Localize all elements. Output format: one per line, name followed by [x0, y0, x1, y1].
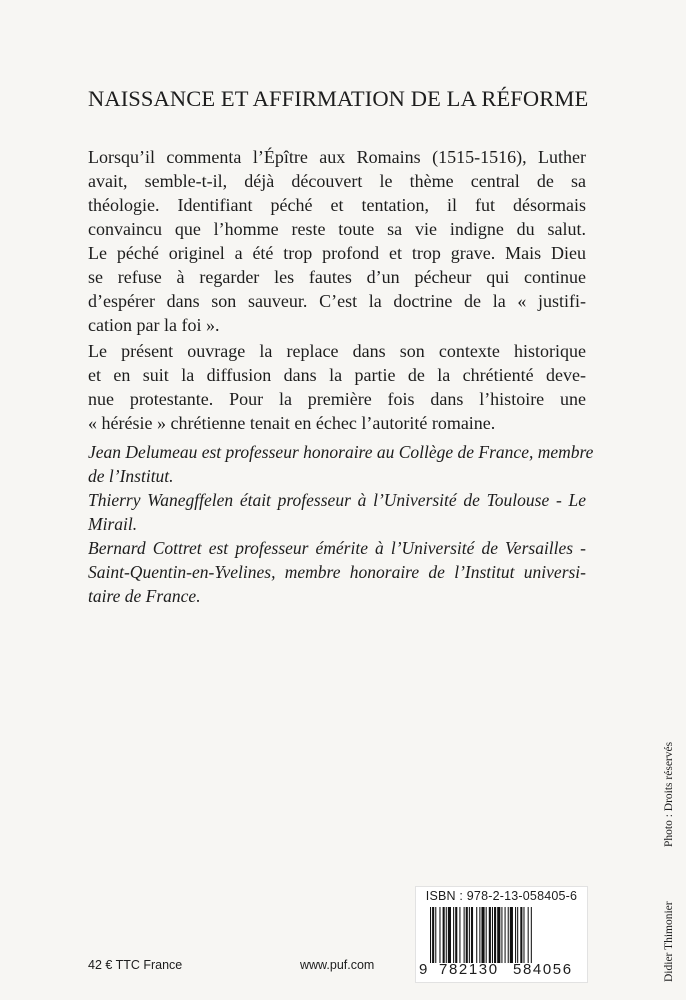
- barcode-bar: [435, 907, 436, 963]
- publisher-website: www.puf.com: [300, 958, 375, 972]
- barcode-bar: [492, 907, 493, 963]
- barcode-bar: [469, 907, 470, 963]
- barcode-bar: [486, 907, 487, 963]
- photo-credit-author: Didier Thimonier: [663, 901, 675, 982]
- barcode-bar: [476, 907, 477, 963]
- barcode-bar: [497, 907, 500, 963]
- book-title: NAISSANCE ET AFFIRMATION DE LA RÉFORME: [88, 86, 589, 111]
- barcode-bar: [510, 907, 513, 963]
- author-line: Jean Delumeau est professeur honoraire au Collège de France, membre: [88, 442, 594, 462]
- barcode-bar: [432, 907, 434, 963]
- text-line: et en suit la diffusion dans la partie de la chrétienté deve-: [88, 365, 586, 385]
- author-line: taire de France.: [88, 586, 201, 606]
- barcode-bar: [517, 907, 518, 963]
- barcode-bar: [531, 907, 532, 963]
- barcode-bar: [471, 907, 473, 963]
- text-line: d’espérer dans son sauveur. C’est la doctrine de la « justifi-: [88, 291, 586, 311]
- barcode-bar: [528, 907, 529, 963]
- barcode-bar: [464, 907, 465, 963]
- barcode-bar: [481, 907, 484, 963]
- barcode-bar: [523, 907, 524, 963]
- author-line: Mirail.: [88, 514, 138, 534]
- text-line: cation par la foi ».: [88, 315, 220, 335]
- author-line: Saint-Quentin-en-Yvelines, membre honoraire de l’Institut universi-: [88, 562, 586, 582]
- barcode-bar: [515, 907, 516, 963]
- text-line: se refuse à regarder les fautes d’un pécheur qui continue: [88, 267, 586, 287]
- text-line: Le péché originel a été trop profond et trop grave. Mais Dieu: [88, 243, 586, 263]
- summary-paragraph-1: [88, 145, 586, 337]
- barcode-bar: [501, 907, 502, 963]
- photo-credit: [658, 742, 680, 982]
- text-line: Le présent ouvrage la replace dans son contexte historique: [88, 341, 586, 361]
- text-line: nue protestante. Pour la première fois dans l’histoire une: [88, 389, 586, 409]
- barcode-digits: [419, 960, 587, 980]
- barcode-digits-left: 782130: [439, 961, 499, 978]
- barcode-bar: [505, 907, 506, 963]
- author-bios: [88, 440, 594, 608]
- barcode-bar: [489, 907, 491, 963]
- isbn-barcode-block: [415, 886, 588, 983]
- text-line: Lorsqu’il commenta l’Épître aux Romains (1515-1516), Luther: [88, 147, 586, 167]
- price-label: 42 € TTC France: [88, 958, 183, 972]
- author-line: Bernard Cottret est professeur émérite à l’Université de Versailles -: [88, 538, 586, 558]
- barcode-bar: [446, 907, 447, 963]
- text-line: convaincu que l’homme reste toute sa vie indigne du salut.: [88, 219, 586, 239]
- text-line: « hérésie » chrétienne tenait en échec l’autorité romaine.: [88, 413, 496, 433]
- barcode-bar: [459, 907, 460, 963]
- barcode-bar: [479, 907, 480, 963]
- text-line: théologie. Identifiant péché et tentation, il fut désormais: [88, 195, 586, 215]
- barcode-digits-right: 584056: [513, 961, 573, 978]
- barcode-bar: [439, 907, 440, 963]
- barcode-digit-lead: 9: [419, 961, 428, 978]
- barcode-bar: [494, 907, 496, 963]
- summary-paragraph-2: [88, 339, 586, 435]
- barcode: [424, 907, 582, 963]
- barcode-bar: [430, 907, 431, 963]
- barcode-bar: [448, 907, 451, 963]
- barcode-bar: [508, 907, 509, 963]
- text-line: avait, semble-t-il, déjà découvert le thème central de sa: [88, 171, 586, 191]
- barcode-bar: [443, 907, 445, 963]
- author-line: Thierry Wanegffelen était professeur à l’Université de Toulouse - Le: [88, 490, 586, 510]
- barcode-bar: [453, 907, 454, 963]
- barcode-bar: [455, 907, 457, 963]
- barcode-bar: [466, 907, 468, 963]
- isbn-label: ISBN : 978-2-13-058405-6: [425, 889, 578, 903]
- photo-credit-rights: Photo : Droits réservés: [663, 742, 675, 848]
- barcode-bar: [520, 907, 522, 963]
- author-line: de l’Institut.: [88, 466, 174, 486]
